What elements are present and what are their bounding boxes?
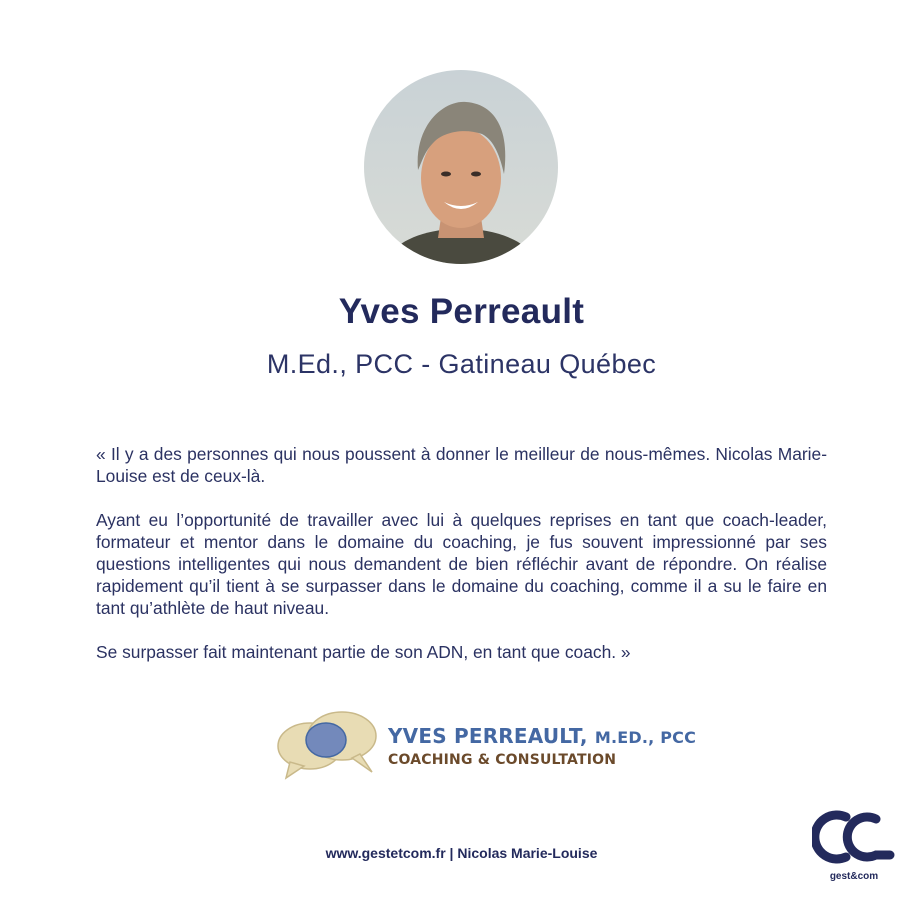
- quote-paragraph: « Il y a des personnes qui nous poussent à donner le meilleur de nous-mêmes. Nicolas Marie-Louise est de ceux-là.: [96, 444, 827, 486]
- gest-and-com-brand: [812, 805, 896, 889]
- profile-photo: [364, 70, 558, 264]
- person-name: Yves Perreault: [338, 292, 585, 331]
- quote-paragraph: Ayant eu l’opportunité de travailler avec lui à quelques reprises en tant que coach-leader, formateur et mentor dans le domaine du coaching, je fus souvent impressionné par ses questions intelligentes qui nous demandent de bien réfléchir avant de répondre. On réalise rapidement qu’il tient à se surpasser dans le domaine du coaching, comme il a su le faire en tant qu’athlète de haut niveau.: [96, 510, 827, 618]
- coach-logo: [276, 710, 697, 782]
- logo-subtitle: COACHING & CONSULTATION: [388, 752, 617, 768]
- footer-credit: www.gestetcom.fr | Nicolas Marie-Louise: [325, 845, 598, 861]
- gest-and-com-logo-icon: [812, 805, 896, 869]
- speech-bubbles-logo-icon: [276, 710, 386, 780]
- logo-title-suffix: M.ED., PCC: [594, 728, 697, 747]
- quote-paragraph: Se surpasser fait maintenant partie de son ADN, en tant que coach. »: [96, 642, 631, 662]
- person-credentials: M.Ed., PCC - Gatineau Québec: [266, 349, 657, 379]
- logo-title-name: YVES PERREAULT,: [388, 724, 588, 748]
- testimonial-quote: [96, 443, 827, 685]
- brand-label: gest&com: [829, 871, 879, 882]
- portrait-photo-icon: [364, 70, 558, 264]
- logo-title: [388, 724, 696, 748]
